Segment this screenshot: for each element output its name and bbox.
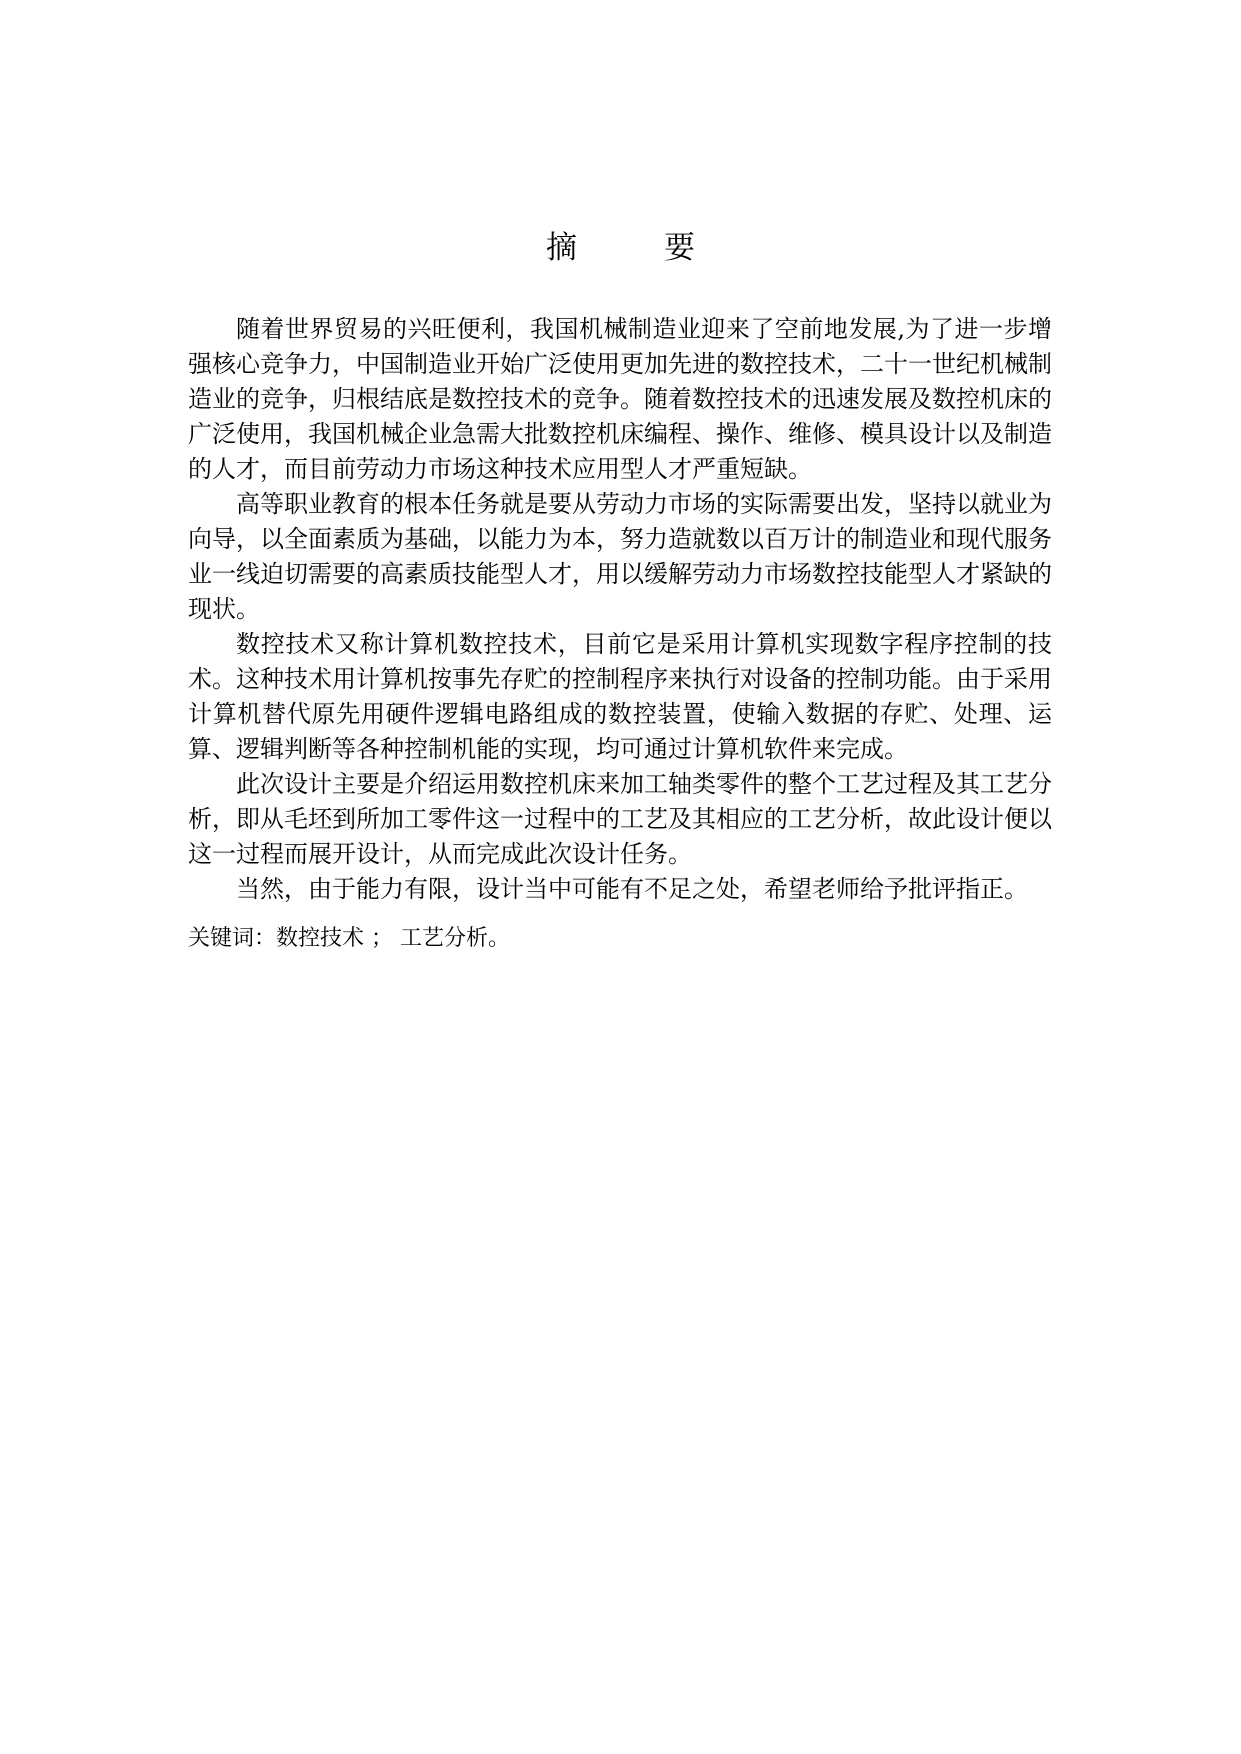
abstract-paragraph: 随着世界贸易的兴旺便利，我国机械制造业迎来了空前地发展,为了进一步增强核心竞争力，中国制造业开始广泛使用更加先进的数控技术，二十一世纪机械制造业的竞争，归根结底是数控技术的竞争。随着数控技术的迅速发展及数控机床的广泛使用，我国机械企业急需大批数控机床编程、操作、维修、模具设计以及制造的人才，而目前劳动力市场这种技术应用型人才严重短缺。	[188, 315, 1052, 483]
keywords-line: 关键词：数控技术 ； 工艺分析。	[188, 926, 510, 951]
abstract-paragraph: 当然，由于能力有限，设计当中可能有不足之处，希望老师给予批评指正。	[236, 875, 1028, 903]
abstract-paragraph: 高等职业教育的根本任务就是要从劳动力市场的实际需要出发，坚持以就业为向导，以全面素质为基础，以能力为本，努力造就数以百万计的制造业和现代服务业一线迫切需要的高素质技能型人才，用以缓解劳动力市场数控技能型人才紧缺的现状。	[188, 490, 1052, 623]
abstract-paragraph: 数控技术又称计算机数控技术，目前它是采用计算机实现数字程序控制的技术。这种技术用计算机按事先存贮的控制程序来执行对设备的控制功能。由于采用计算机替代原先用硬件逻辑电路组成的数控装置，使输入数据的存贮、处理、运算、逻辑判断等各种控制机能的实现，均可通过计算机软件来完成。	[188, 630, 1052, 763]
abstract-body	[188, 312, 1052, 907]
abstract-paragraph: 此次设计主要是介绍运用数控机床来加工轴类零件的整个工艺过程及其工艺分析，即从毛坯到所加工零件这一过程中的工艺及其相应的工艺分析，故此设计便以这一过程而展开设计，从而完成此次设计任务。	[188, 770, 1052, 868]
abstract-title: 摘 要	[546, 230, 723, 266]
